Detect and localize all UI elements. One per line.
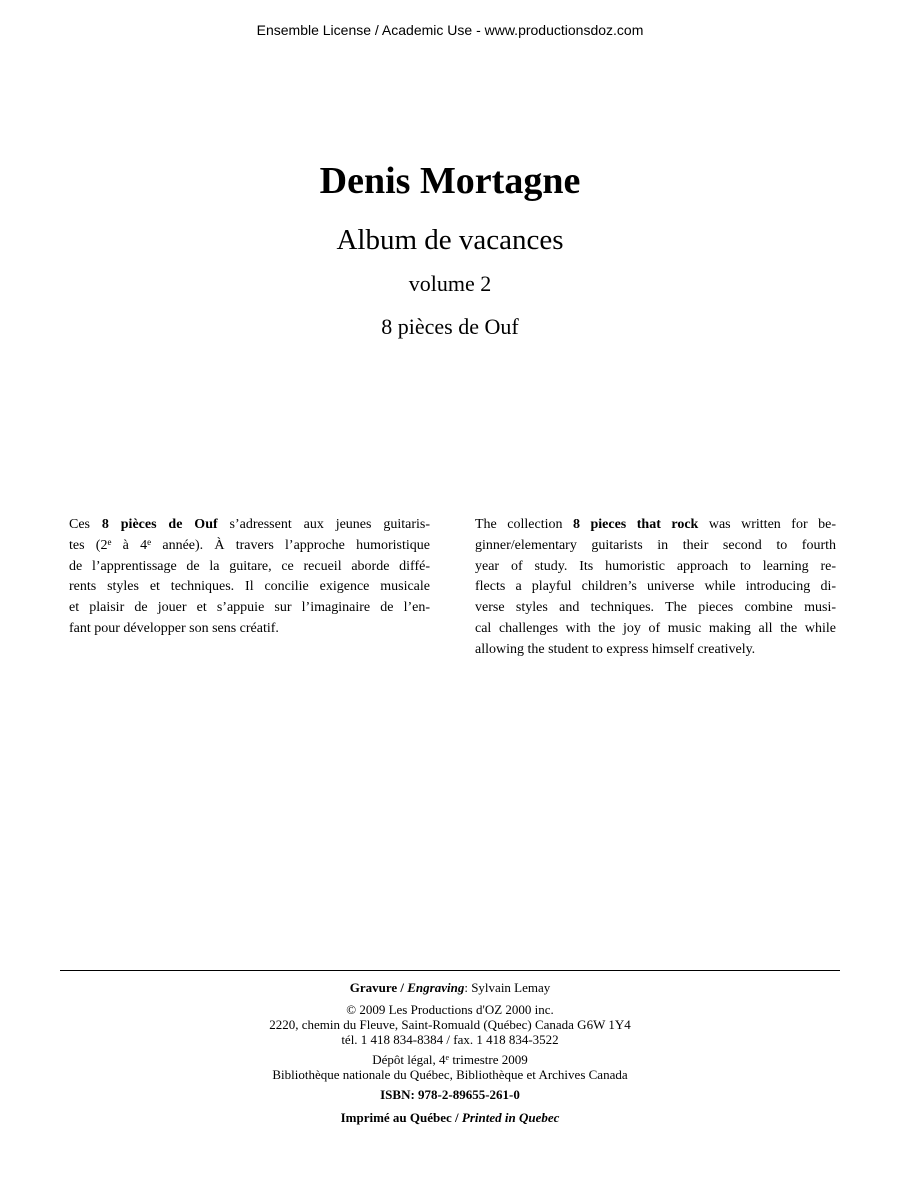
author-name: Denis Mortagne bbox=[319, 160, 581, 202]
engraver-name: Sylvain Lemay bbox=[471, 980, 551, 995]
isbn-text: ISBN: 978-2-89655-261-0 bbox=[380, 1087, 520, 1102]
printed-in bbox=[0, 1110, 900, 1126]
engraving-label: Gravure / bbox=[349, 980, 408, 995]
text-run: : bbox=[464, 980, 472, 995]
publisher-phone: tél. 1 418 834-8384 / fax. 1 418 834-3522 bbox=[341, 1032, 559, 1047]
text-run: was written for be- bbox=[698, 517, 836, 532]
legal-deposit bbox=[0, 1052, 900, 1068]
library-line: Bibliothèque nationale du Québec, Bibliothèque et Archives Canada bbox=[272, 1067, 628, 1082]
text-run: année). À travers l’approche humoristique bbox=[151, 537, 430, 553]
description-english bbox=[475, 515, 836, 661]
bold-title: 8 pièces de Ouf bbox=[101, 517, 218, 532]
superscript: e bbox=[107, 536, 112, 547]
description-line: fant pour développer son sens créatif. bbox=[69, 620, 279, 636]
superscript: e bbox=[147, 536, 152, 547]
footer-divider bbox=[60, 970, 840, 971]
description-line: allowing the student to express himself creatively. bbox=[475, 641, 756, 657]
engraving-label-en: Engraving bbox=[407, 980, 465, 995]
description-line bbox=[69, 536, 430, 557]
printed-en: Printed in Quebec bbox=[461, 1110, 560, 1125]
superscript: e bbox=[445, 1053, 450, 1062]
description-line: ginner/elementary guitarists in their second to fourth bbox=[475, 537, 836, 553]
text-run: à 4 bbox=[111, 537, 148, 553]
text-run: tes (2 bbox=[69, 537, 108, 553]
description-line: flects a playful children’s universe while introducing di- bbox=[475, 579, 836, 595]
isbn bbox=[0, 1087, 900, 1103]
description-line: cal challenges with the joy of music making all the while bbox=[475, 620, 836, 636]
description-line: verse styles and techniques. The pieces combine musi- bbox=[475, 600, 836, 616]
license-header: Ensemble License / Academic Use - www.productionsdoz.com bbox=[256, 22, 644, 38]
description-line: de l’apprentissage de la guitare, ce recueil aborde diffé- bbox=[69, 558, 430, 574]
bold-title: 8 pieces that rock bbox=[572, 517, 699, 532]
text-run: trimestre 2009 bbox=[449, 1052, 528, 1067]
description-line: rents styles et techniques. Il concilie exigence musicale bbox=[69, 579, 430, 595]
text-run: The collection bbox=[475, 517, 573, 532]
copyright-line: © 2009 Les Productions d'OZ 2000 inc. bbox=[346, 1002, 554, 1017]
text-run: Ces bbox=[69, 517, 102, 532]
album-subtitle: 8 pièces de Ouf bbox=[381, 314, 519, 339]
text-run: Dépôt légal, 4 bbox=[372, 1052, 446, 1067]
description-french bbox=[69, 515, 430, 640]
publisher-address: 2220, chemin du Fleuve, Saint-Romuald (Québec) Canada G6W 1Y4 bbox=[269, 1017, 631, 1032]
engraving-credit bbox=[0, 980, 900, 996]
description-line bbox=[475, 515, 836, 536]
printed-fr: Imprimé au Québec / bbox=[340, 1110, 462, 1125]
text-run: s’adressent aux jeunes guitaris- bbox=[217, 517, 430, 532]
description-line: et plaisir de jouer et s’appuie sur l’imaginaire de l’en- bbox=[69, 600, 430, 616]
album-title: Album de vacances bbox=[336, 224, 564, 256]
description-line: year of study. Its humoristic approach to learning re- bbox=[475, 558, 836, 574]
description-line bbox=[69, 515, 430, 536]
volume-label: volume 2 bbox=[408, 271, 492, 296]
